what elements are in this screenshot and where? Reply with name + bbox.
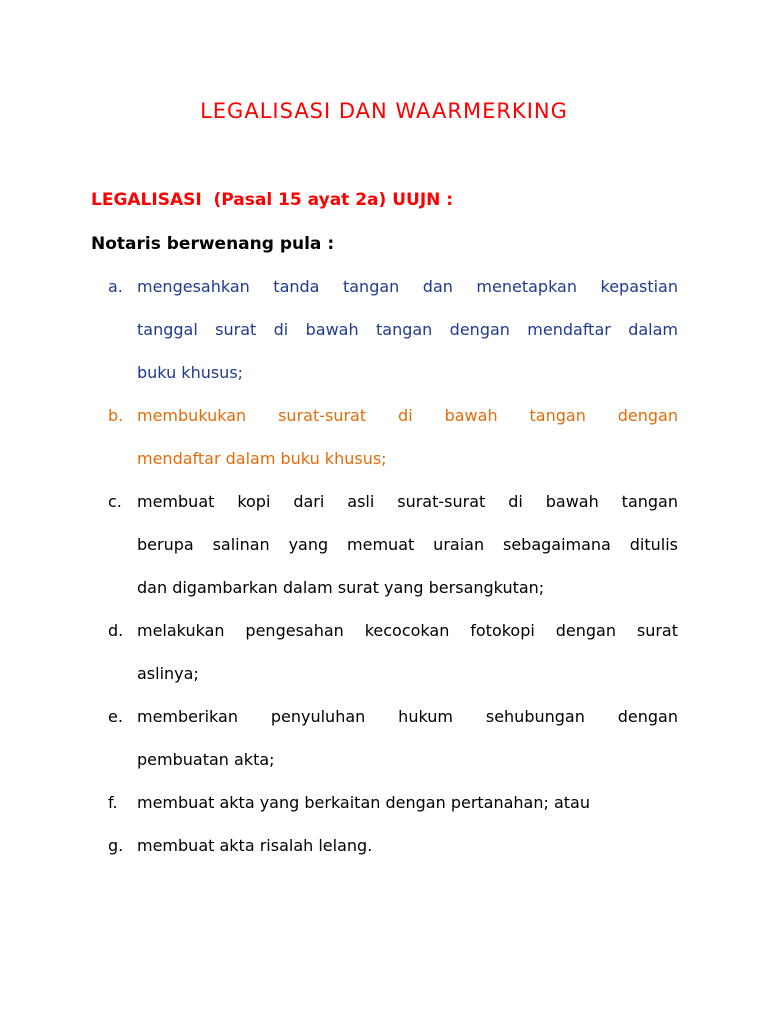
list-item-marker: a. [108, 277, 123, 296]
list-item-line: mengesahkan tanda tangan dan menetapkan kepastian [137, 277, 678, 296]
list-item-a [108, 265, 678, 394]
list-item-text [137, 695, 678, 781]
list-item-c [108, 480, 678, 609]
list-item-marker: b. [108, 406, 124, 425]
list-item-line: membukukan surat-surat di bawah tangan dengan [137, 406, 678, 425]
list-item-line: aslinya; [137, 664, 199, 683]
list-item-line: mendaftar dalam buku khusus; [137, 449, 387, 468]
section-heading: LEGALISASI (Pasal 15 ayat 2a) UUJN : [91, 190, 454, 210]
list-item-text [137, 394, 678, 480]
list-item-marker: g. [108, 836, 124, 855]
list-item-e [108, 695, 678, 781]
list-item-marker: c. [108, 492, 122, 511]
list-item-text [137, 609, 678, 695]
list-item-line: membuat akta yang berkaitan dengan pertanahan; atau [137, 793, 590, 812]
list-item-marker: d. [108, 621, 124, 640]
list-item-b [108, 394, 678, 480]
list-item-text [137, 480, 678, 609]
list-item-line: pembuatan akta; [137, 750, 275, 769]
list-item-line: membuat kopi dari asli surat-surat di bawah tangan [137, 492, 678, 511]
list-item-text [137, 265, 678, 394]
list-item-line: berupa salinan yang memuat uraian sebagaimana ditulis [137, 535, 678, 554]
list-item-line: tanggal surat di bawah tangan dengan mendaftar dalam [137, 320, 678, 339]
list-item-text [137, 781, 678, 824]
list-item-text [137, 824, 678, 867]
list-item-marker: e. [108, 707, 123, 726]
list-item-line: melakukan pengesahan kecocokan fotokopi dengan surat [137, 621, 678, 640]
list-item-line: buku khusus; [137, 363, 244, 382]
list-item-line: memberikan penyuluhan hukum sehubungan dengan [137, 707, 678, 726]
list-item-g [108, 824, 678, 867]
list-item-line: membuat akta risalah lelang. [137, 836, 373, 855]
document-title: LEGALISASI DAN WAARMERKING [200, 99, 568, 123]
list-item-f [108, 781, 678, 824]
list-item-d [108, 609, 678, 695]
intro-text: Notaris berwenang pula : [91, 234, 335, 254]
list-item-marker: f. [108, 793, 118, 812]
list-item-line: dan digambarkan dalam surat yang bersangkutan; [137, 578, 545, 597]
